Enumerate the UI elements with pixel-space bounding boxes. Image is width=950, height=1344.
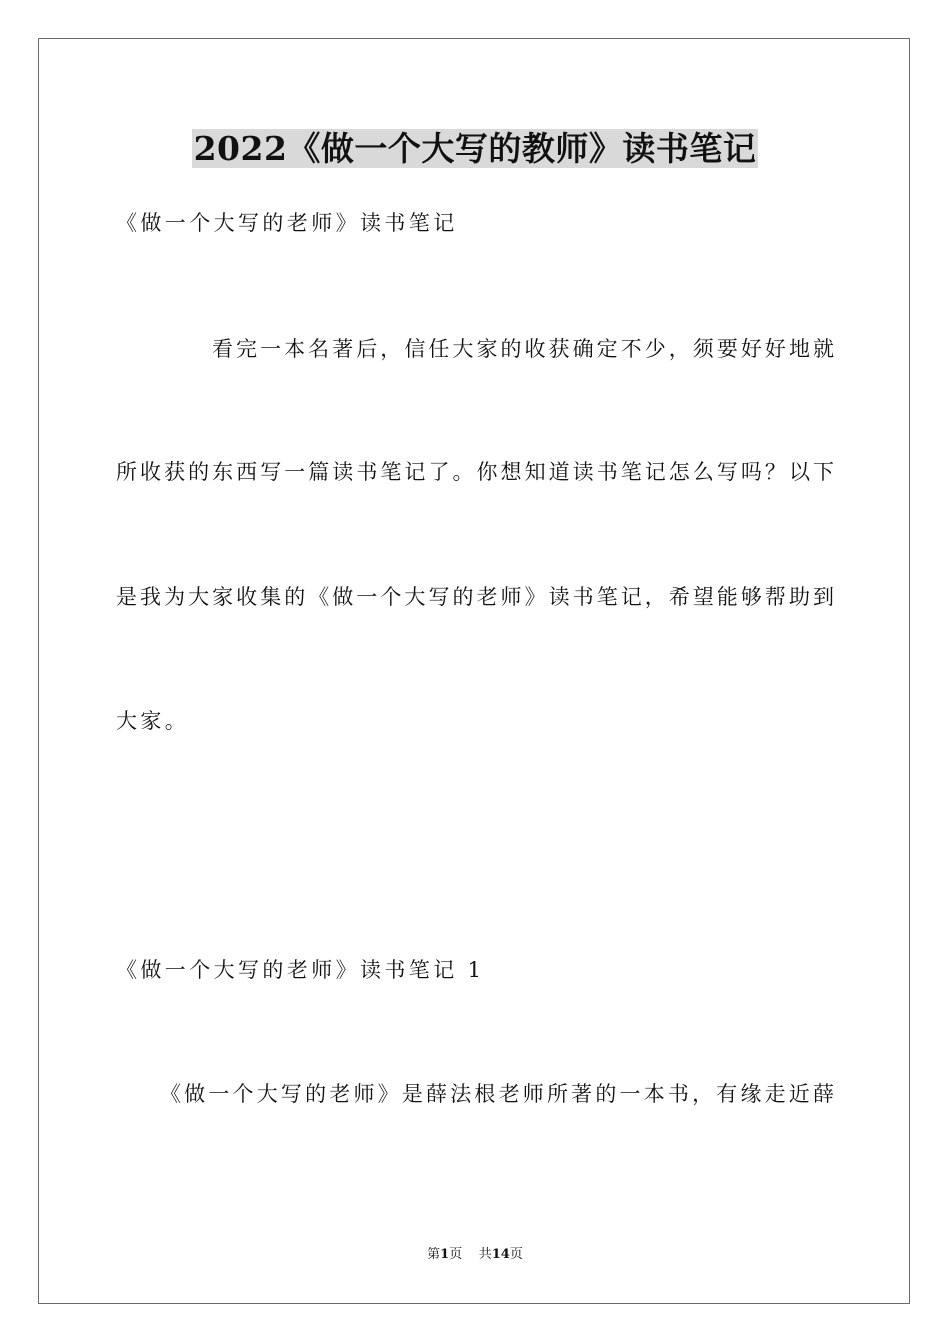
footer-page-number: 1	[440, 1247, 450, 1262]
page-footer	[0, 1245, 950, 1265]
intro-line-1: 看完一本名著后，信任大家的收获确定不少，须要好好地就	[212, 337, 834, 361]
document-subtitle: 《做一个大写的老师》读书笔记	[116, 211, 458, 235]
footer-total-pages: 14	[491, 1247, 510, 1262]
document-title	[0, 126, 950, 172]
footer-page-suffix: 页	[449, 1247, 463, 1262]
intro-line-2: 所收获的东西写一篇读书笔记了。你想知道读书笔记怎么写吗？以下	[116, 460, 834, 484]
intro-line-3: 是我为大家收集的《做一个大写的老师》读书笔记，希望能够帮助到	[116, 585, 834, 609]
footer-total-prefix: 共	[478, 1247, 492, 1262]
section-heading: 《做一个大写的老师》读书笔记 1	[116, 958, 485, 982]
intro-line-4: 大家。	[116, 709, 190, 733]
section-paragraph-line-1: 《做一个大写的老师》是薛法根老师所著的一本书，有缘走近薛	[160, 1082, 834, 1106]
document-title-text: 2022《做一个大写的教师》读书笔记	[193, 129, 757, 168]
footer-total-suffix: 页	[509, 1247, 523, 1262]
footer-prefix: 第	[427, 1247, 441, 1262]
